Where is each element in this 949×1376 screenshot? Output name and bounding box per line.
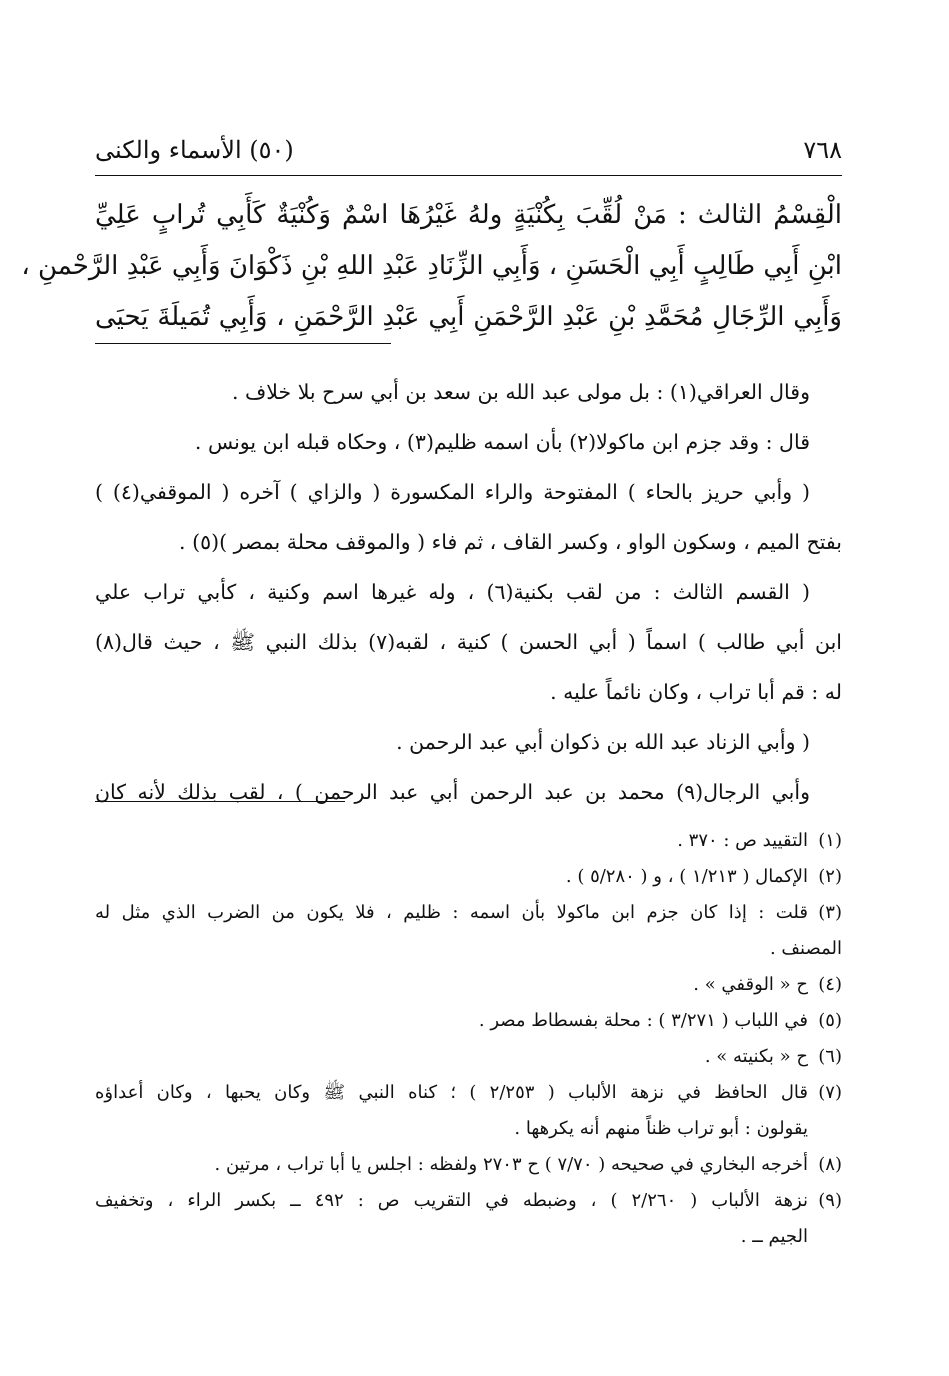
matn-line: ابْنِ أَبِي طَالِبٍ أَبِي الْحَسَنِ ، وَأَبِي الزِّنَادِ عَبْدِ اللهِ بْنِ ذَكْوَانَ وَأَبِي عَبْدِ الرَّحْمنِ ، — [21, 251, 842, 281]
footnote-text: قلت : إذا كان جزم ابن ماكولا بأن اسمه : ظليم ، فلا يكون من الضرب الذي مثل له — [95, 902, 808, 923]
paragraph — [95, 467, 842, 567]
matn-line: وَأَبِي الرِّجَالِ مُحَمَّدِ بْنِ عَبْدِ الرَّحْمَنِ أَبِي عَبْدِ الرَّحْمَنِ ، وَأَبِي تُمَيلَةَ يَحيَى — [95, 302, 842, 332]
footnote — [95, 895, 842, 967]
paragraph — [95, 567, 842, 717]
page-number: ٧٦٨ — [803, 136, 842, 164]
text-line: وقال العراقي(١) : بل مولى عبد الله بن سعد بن أبي سرح بلا خلاف . — [231, 380, 810, 404]
running-head — [95, 130, 842, 170]
text-line: ( القسم الثالث : من لقب بكنية(٦) ، وله غيرها اسم وكنية ، كأبي تراب علي — [95, 580, 810, 604]
paragraph — [95, 417, 842, 467]
footnote-text: ح « الوقفي » . — [693, 974, 808, 995]
footnote-number: (٦) — [818, 1046, 842, 1067]
footnote — [95, 1075, 842, 1147]
footnote-number: (٣) — [818, 902, 842, 923]
footnote-text: الإكمال ( ١/٢١٣ ) ، و ( ٥/٢٨٠ ) . — [565, 866, 808, 887]
footnote-text: نزهة الألباب ( ٢/٢٦٠ ) ، وضبطه في التقريب ص : ٤٩٢ ــ بكسر الراء ، وتخفيف — [95, 1190, 808, 1211]
footnote-text: الجيم ــ . — [740, 1226, 808, 1247]
footnote-number: (١) — [818, 830, 842, 851]
footnote — [95, 1183, 842, 1255]
footnote-text: يقولون : أبو تراب ظناً منهم أنه يكرهها . — [514, 1118, 808, 1139]
paragraph — [95, 367, 842, 417]
matn-line: الْقِسْمُ الثالث : مَنْ لُقِّبَ بِكُنْيَةٍ ولهُ غَيْرُهَا اسْمٌ وَكُنْيَةٌ كَأَبِي تُرابٍ عَلِيِّ — [95, 200, 842, 230]
footnote-number: (٩) — [818, 1190, 842, 1211]
text-line: بفتح الميم ، وسكون الواو ، وكسر القاف ، ثم فاء ( والموقف محلة بمصر )(٥) . — [179, 530, 842, 554]
footnote — [95, 823, 842, 859]
footnote-text: أخرجه البخاري في صحيحه ( ٧/٧٠ ) ح ٢٧٠٣ ولفظه : اجلس يا أبا تراب ، مرتين . — [214, 1154, 808, 1175]
footnotes — [95, 823, 842, 1255]
footnote-text: قال الحافظ في نزهة الألباب ( ٢/٢٥٣ ) ؛ كناه النبي ﷺ وكان يحبها ، وكان أعداؤه — [95, 1082, 808, 1103]
text-line: ( وأبي الزناد عبد الله بن ذكوان أبي عبد الرحمن . — [396, 730, 810, 754]
matn-text — [21, 190, 842, 343]
footnote-number: (٨) — [818, 1154, 842, 1175]
text-line: وأبي الرجال(٩) محمد بن عبد الرحمن أبي عبد الرحمن ) ، لقب بذلك لأنه كان — [95, 780, 810, 804]
footnote-number: (٥) — [818, 1010, 842, 1031]
matn-underline — [95, 343, 391, 344]
paragraph — [95, 717, 842, 767]
footnote-text: ح « بكنيته » . — [704, 1046, 808, 1067]
footnote-text: التقييد ص : ٣٧٠ . — [677, 830, 808, 851]
chapter-title: (٥٠) الأسماء والكنى — [95, 136, 294, 164]
text-line: قال : وقد جزم ابن ماكولا(٢) بأن اسمه ظليم(٣) ، وحكاه قبله ابن يونس . — [194, 430, 810, 454]
footnote-number: (٧) — [818, 1082, 842, 1103]
footnote-separator — [95, 801, 345, 802]
footnote — [95, 859, 842, 895]
header-rule — [95, 175, 842, 176]
footnote-number: (٢) — [818, 866, 842, 887]
text-line: له : قم أبا تراب ، وكان نائماً عليه . — [550, 680, 842, 704]
footnote — [95, 967, 842, 1003]
footnote — [95, 1147, 842, 1183]
text-line: ابن أبي طالب ) اسماً ( أبي الحسن ) كنية ، لقبه(٧) بذلك النبي ﷺ ، حيث قال(٨) — [95, 630, 842, 654]
footnote — [95, 1039, 842, 1075]
footnote-text: المصنف . — [769, 938, 842, 959]
footnote-text: في اللباب ( ٣/٢٧١ ) : محلة بفسطاط مصر . — [478, 1010, 808, 1031]
text-line: ( وأبي حريز بالحاء ) المفتوحة والراء المكسورة ( والزاي ) آخره ( الموقفي(٤) ) — [95, 480, 810, 504]
paragraph — [95, 767, 842, 817]
footnote-number: (٤) — [818, 974, 842, 995]
footnote — [95, 1003, 842, 1039]
commentary-text — [95, 367, 842, 817]
book-page — [21, 0, 842, 1376]
